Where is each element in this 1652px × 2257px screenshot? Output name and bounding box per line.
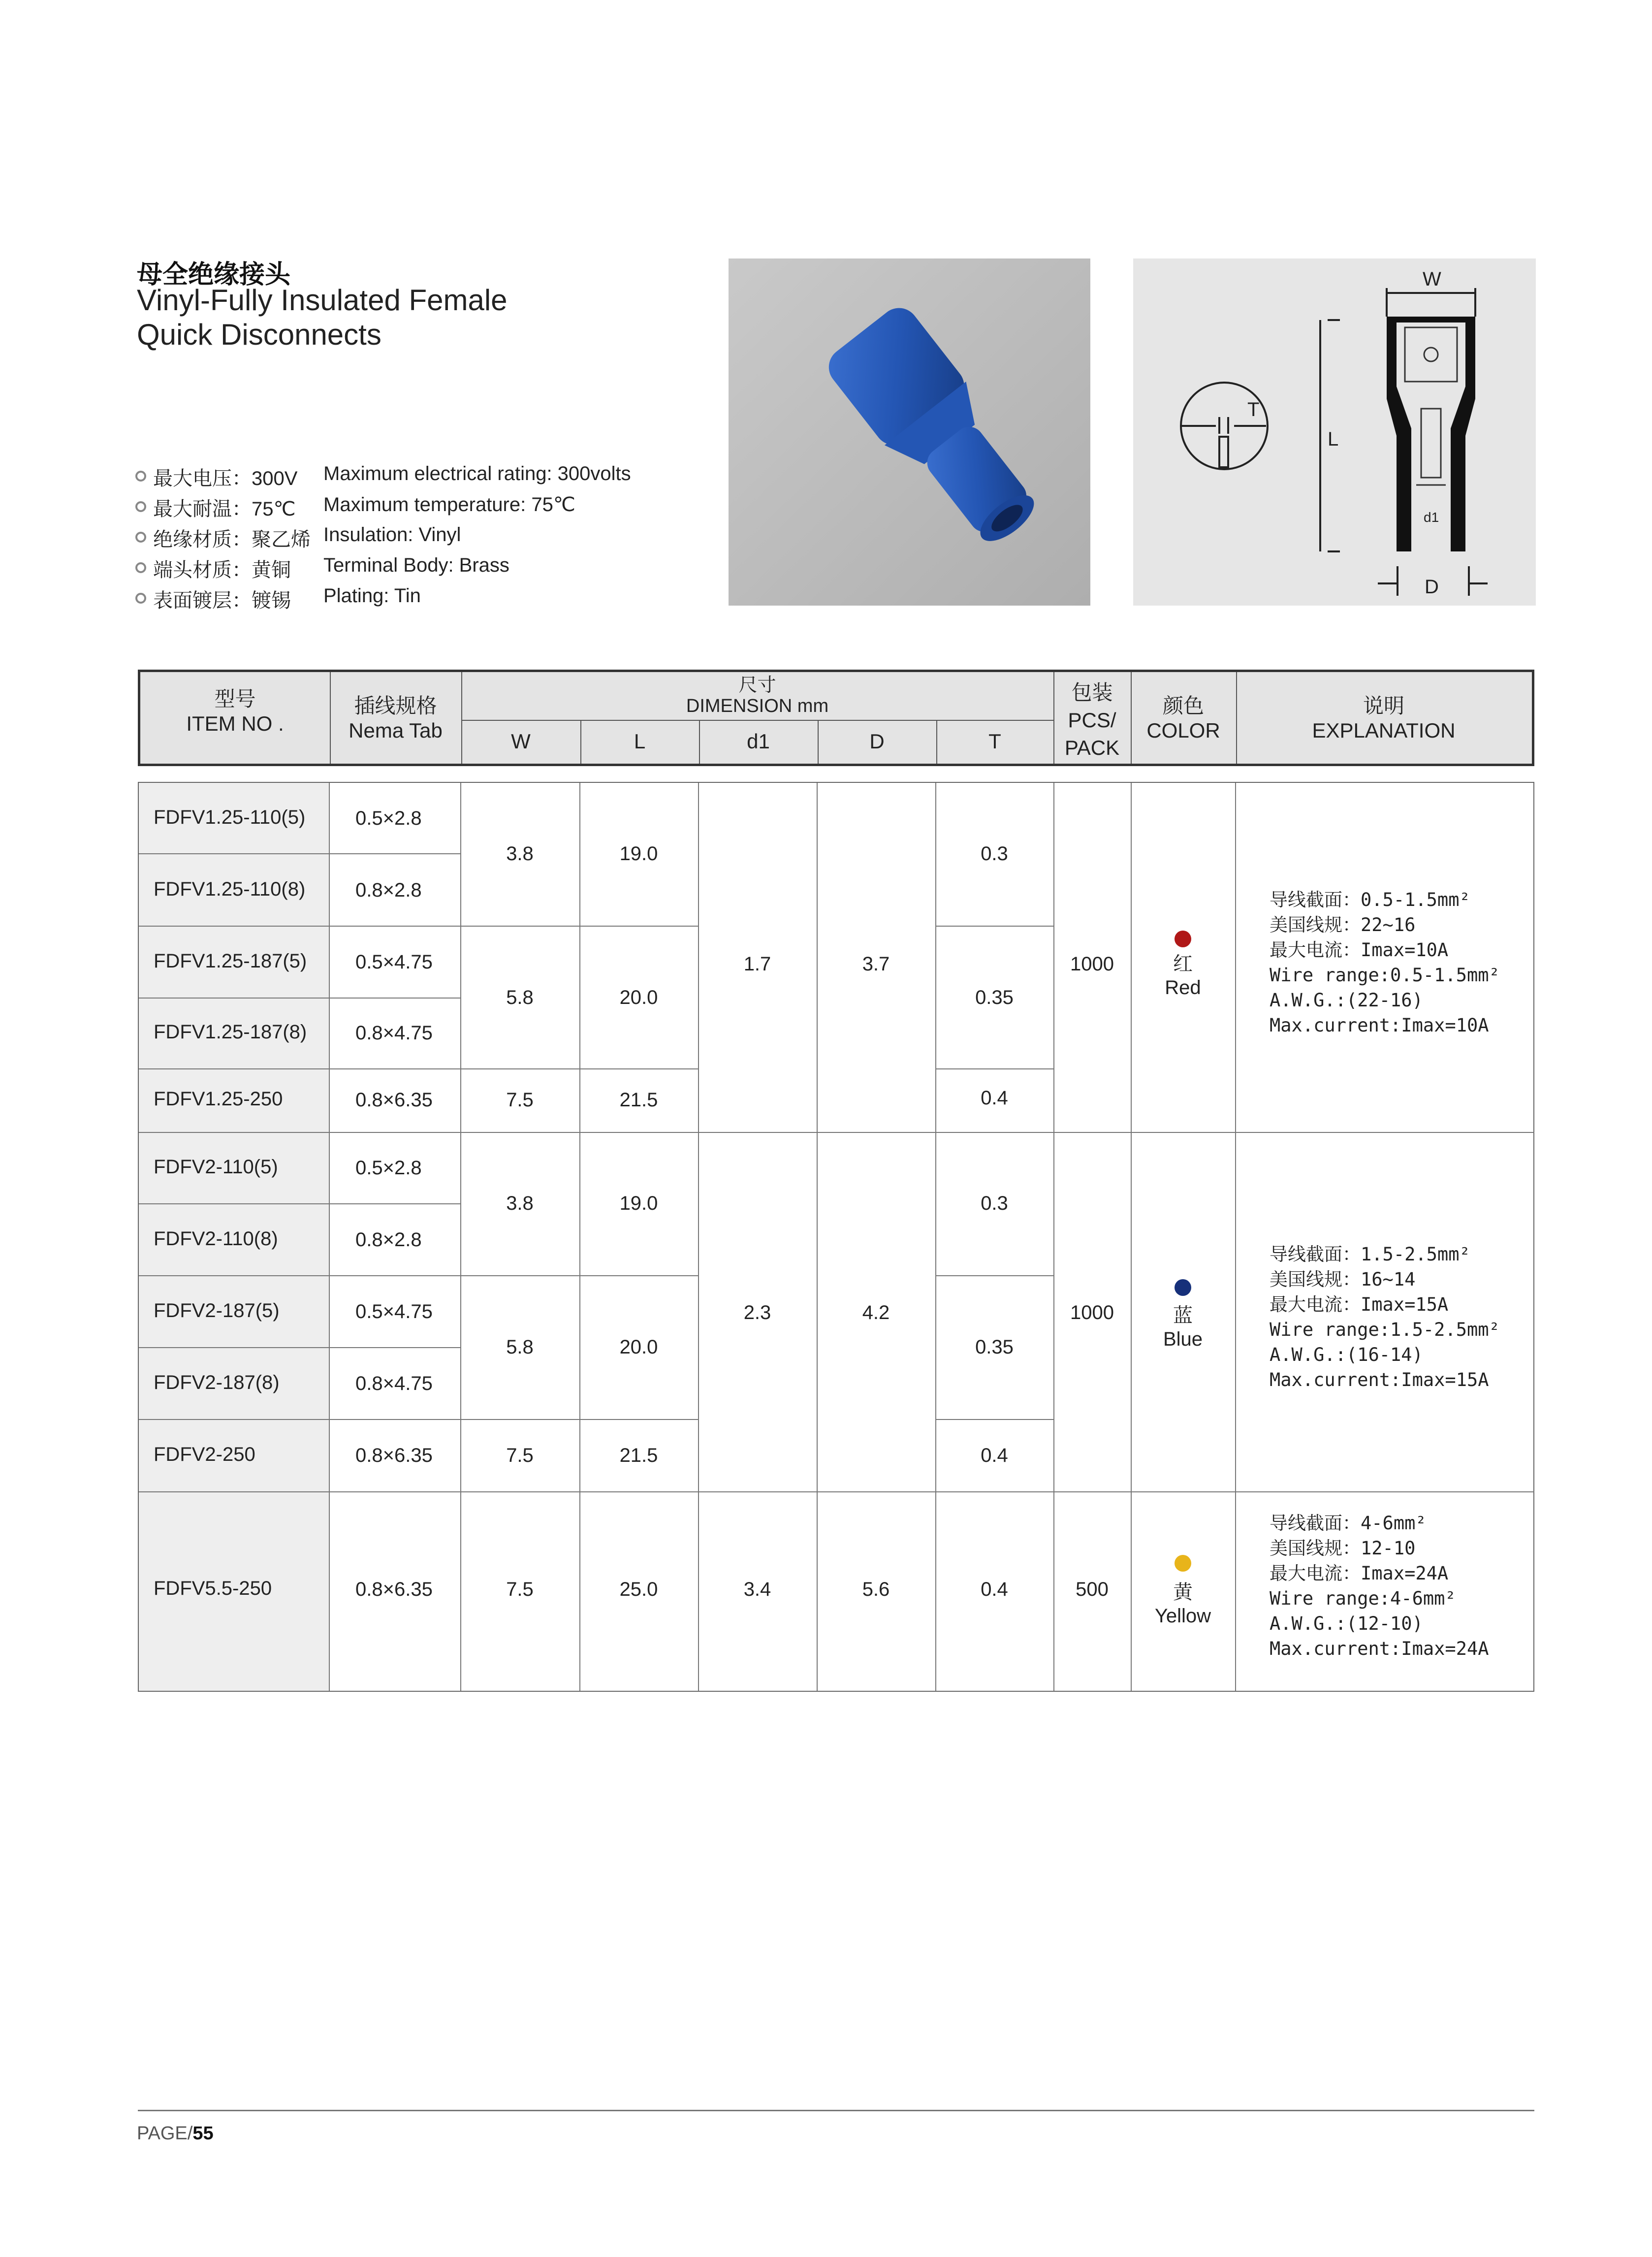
red-color-dot bbox=[1175, 931, 1191, 947]
header-dimension-en: DIMENSION mm bbox=[686, 696, 829, 716]
cell-l: 20.0 bbox=[619, 987, 658, 1008]
item-no: FDFV1.25-187(8) bbox=[154, 1021, 307, 1043]
dim-label-l: L bbox=[1328, 428, 1339, 450]
nema-tab: 0.8×2.8 bbox=[355, 879, 422, 901]
explanation-line: A.W.G.:(22-16) bbox=[1270, 990, 1423, 1011]
explanation-block bbox=[1270, 1242, 1500, 1392]
explanation-line: Wire range:0.5-1.5mm² bbox=[1270, 965, 1500, 986]
cell-w: 7.5 bbox=[506, 1445, 534, 1466]
explanation-line: 美国线规：12-10 bbox=[1270, 1538, 1416, 1559]
explanation-line: Max.current:Imax=10A bbox=[1270, 1015, 1489, 1036]
product-photo bbox=[729, 258, 1090, 606]
spec-cn: 最大电压：300V bbox=[153, 468, 298, 489]
header-pack bbox=[1053, 679, 1131, 762]
explanation-line: Max.current:Imax=15A bbox=[1270, 1369, 1489, 1390]
title-line-2: Quick Disconnects bbox=[137, 318, 381, 351]
nema-tab: 0.5×4.75 bbox=[355, 951, 433, 973]
header-nema-en: Nema Tab bbox=[349, 719, 443, 742]
cell-t: 0.4 bbox=[981, 1445, 1008, 1466]
explanation-line: 美国线规：16~14 bbox=[1270, 1269, 1416, 1290]
color-name-en: Blue bbox=[1163, 1328, 1203, 1350]
cell-w: 3.8 bbox=[506, 843, 534, 865]
nema-tab: 0.8×2.8 bbox=[355, 1229, 422, 1251]
header-t: T bbox=[988, 730, 1001, 753]
item-no: FDFV2-110(5) bbox=[154, 1156, 278, 1178]
item-no: FDFV1.25-110(8) bbox=[154, 878, 306, 900]
header-item-cn: 型号 bbox=[214, 687, 256, 710]
bullet-icon bbox=[135, 471, 146, 482]
header-explanation-en: EXPLANATION bbox=[1312, 719, 1456, 742]
cell-d: 4.2 bbox=[862, 1302, 890, 1323]
nema-tab: 0.8×4.75 bbox=[355, 1373, 433, 1394]
title-chinese: 母全绝缘接头 bbox=[137, 260, 291, 289]
explanation-line: Wire range:1.5-2.5mm² bbox=[1270, 1319, 1500, 1340]
explanation-line: 导线截面：4-6mm² bbox=[1270, 1513, 1427, 1534]
cell-d: 3.7 bbox=[862, 953, 890, 975]
nema-tab: 0.8×6.35 bbox=[355, 1089, 433, 1111]
cell-t: 0.35 bbox=[975, 1336, 1014, 1358]
cell-d: 5.6 bbox=[862, 1579, 890, 1600]
dim-label-t: T bbox=[1247, 399, 1260, 420]
header-explanation bbox=[1236, 694, 1531, 743]
explanation-line: A.W.G.:(12-10) bbox=[1270, 1613, 1423, 1634]
table-body bbox=[138, 782, 1534, 1692]
page-number-value: 55 bbox=[192, 2123, 214, 2144]
technical-drawing bbox=[1133, 258, 1536, 606]
item-no: FDFV2-187(8) bbox=[154, 1372, 280, 1393]
cell-w: 7.5 bbox=[506, 1089, 534, 1111]
color-name-en: Yellow bbox=[1154, 1605, 1211, 1627]
bullet-icon bbox=[135, 562, 146, 573]
bullet-icon bbox=[135, 501, 146, 512]
item-no: FDFV1.25-250 bbox=[154, 1088, 283, 1110]
header-nema-cn: 插线规格 bbox=[354, 694, 437, 717]
spec-cn: 绝缘材质：聚乙烯 bbox=[153, 529, 311, 550]
cell-d1: 1.7 bbox=[743, 953, 771, 975]
explanation-line: Max.current:Imax=24A bbox=[1270, 1638, 1489, 1659]
spec-cn: 最大耐温：75℃ bbox=[153, 498, 296, 520]
explanation-line: 最大电流：Imax=10A bbox=[1270, 939, 1449, 961]
header-dimension-cn: 尺寸 bbox=[738, 675, 776, 696]
header-pack-cn: 包装 bbox=[1071, 681, 1113, 704]
cell-l: 19.0 bbox=[619, 843, 658, 865]
explanation-line: Wire range:4-6mm² bbox=[1270, 1588, 1456, 1609]
explanation-block bbox=[1270, 887, 1500, 1038]
bullet-icon bbox=[135, 593, 146, 604]
cell-t: 0.4 bbox=[981, 1579, 1008, 1600]
cell-pack: 500 bbox=[1076, 1579, 1109, 1600]
header-w: W bbox=[511, 730, 531, 753]
cell-w: 5.8 bbox=[506, 1336, 534, 1358]
cell-d1: 2.3 bbox=[743, 1302, 771, 1323]
item-no: FDFV2-110(8) bbox=[154, 1228, 278, 1250]
table-header bbox=[138, 670, 1534, 766]
bullet-icon bbox=[135, 532, 146, 543]
cell-t: 0.3 bbox=[981, 843, 1008, 865]
header-nema bbox=[330, 694, 461, 743]
explanation-line: A.W.G.:(16-14) bbox=[1270, 1344, 1423, 1365]
header-color bbox=[1131, 694, 1236, 743]
spec-cn: 表面镀层：镀锡 bbox=[153, 590, 291, 612]
color-name-cn: 蓝 bbox=[1173, 1305, 1193, 1326]
yellow-color-dot bbox=[1175, 1555, 1191, 1572]
cell-pack: 1000 bbox=[1070, 1302, 1114, 1323]
header-color-cn: 颜色 bbox=[1162, 694, 1204, 717]
header-pack-en: PCS/ bbox=[1068, 709, 1116, 732]
dim-label-d: D bbox=[1425, 576, 1439, 598]
header-item bbox=[140, 687, 330, 736]
title-line-1: Vinyl-Fully Insulated Female bbox=[137, 284, 508, 317]
spec-en: Plating: Tin bbox=[323, 585, 421, 607]
header-d: D bbox=[869, 730, 885, 753]
color-name-en: Red bbox=[1165, 977, 1201, 999]
nema-tab: 0.8×6.35 bbox=[355, 1445, 433, 1466]
cell-t: 0.35 bbox=[975, 987, 1014, 1008]
explanation-line: 美国线规：22~16 bbox=[1270, 914, 1416, 935]
nema-tab: 0.5×2.8 bbox=[355, 807, 422, 829]
dim-label-w: W bbox=[1423, 268, 1441, 290]
header-l: L bbox=[634, 730, 646, 753]
header-color-en: COLOR bbox=[1146, 719, 1220, 742]
explanation-line: 最大电流：Imax=24A bbox=[1270, 1563, 1449, 1584]
color-name-cn: 黄 bbox=[1173, 1581, 1193, 1603]
item-no: FDFV2-187(5) bbox=[154, 1300, 280, 1322]
page-number bbox=[137, 2123, 214, 2144]
footer-divider bbox=[138, 2110, 1534, 2111]
nema-tab: 0.5×2.8 bbox=[355, 1157, 422, 1179]
cell-l: 21.5 bbox=[619, 1089, 658, 1111]
explanation-line: 导线截面：1.5-2.5mm² bbox=[1270, 1244, 1470, 1265]
spec-en: Insulation: Vinyl bbox=[323, 524, 461, 546]
nema-tab: 0.8×4.75 bbox=[355, 1022, 433, 1044]
cell-w: 3.8 bbox=[506, 1193, 534, 1214]
cell-t: 0.3 bbox=[981, 1193, 1008, 1214]
spec-en: Terminal Body: Brass bbox=[323, 554, 509, 576]
color-name-cn: 红 bbox=[1173, 953, 1193, 975]
item-no: FDFV1.25-187(5) bbox=[154, 950, 307, 972]
item-no: FDFV1.25-110(5) bbox=[154, 806, 306, 828]
cell-l: 19.0 bbox=[619, 1193, 658, 1214]
cell-l: 21.5 bbox=[619, 1445, 658, 1466]
explanation-block bbox=[1270, 1511, 1489, 1661]
title-english bbox=[137, 283, 508, 352]
cell-l: 25.0 bbox=[619, 1579, 658, 1600]
spec-en: Maximum temperature: 75℃ bbox=[323, 494, 575, 516]
spec-en: Maximum electrical rating: 300volts bbox=[323, 463, 631, 484]
explanation-line: 最大电流：Imax=15A bbox=[1270, 1294, 1449, 1315]
item-no: FDFV2-250 bbox=[154, 1444, 255, 1465]
nema-tab: 0.5×4.75 bbox=[355, 1301, 433, 1322]
header-dimension bbox=[461, 675, 1053, 716]
cell-pack: 1000 bbox=[1070, 953, 1114, 975]
cell-w: 5.8 bbox=[506, 987, 534, 1008]
header-d1: d1 bbox=[747, 730, 770, 753]
cell-w: 7.5 bbox=[506, 1579, 534, 1600]
spec-cn: 端头材质：黄铜 bbox=[153, 559, 291, 581]
header-item-en: ITEM NO . bbox=[186, 712, 284, 735]
dim-label-d1: d1 bbox=[1424, 510, 1439, 525]
header-explanation-cn: 说明 bbox=[1363, 694, 1404, 717]
nema-tab: 0.8×6.35 bbox=[355, 1579, 433, 1600]
cell-l: 20.0 bbox=[619, 1336, 658, 1358]
item-no: FDFV5.5-250 bbox=[154, 1578, 272, 1599]
page-label: PAGE/ bbox=[137, 2123, 193, 2144]
blue-color-dot bbox=[1175, 1279, 1191, 1296]
cell-t: 0.4 bbox=[981, 1087, 1008, 1109]
header-pack-en-2: PACK bbox=[1064, 736, 1120, 759]
cell-d1: 3.4 bbox=[743, 1579, 771, 1600]
explanation-line: 导线截面：0.5-1.5mm² bbox=[1270, 889, 1470, 910]
